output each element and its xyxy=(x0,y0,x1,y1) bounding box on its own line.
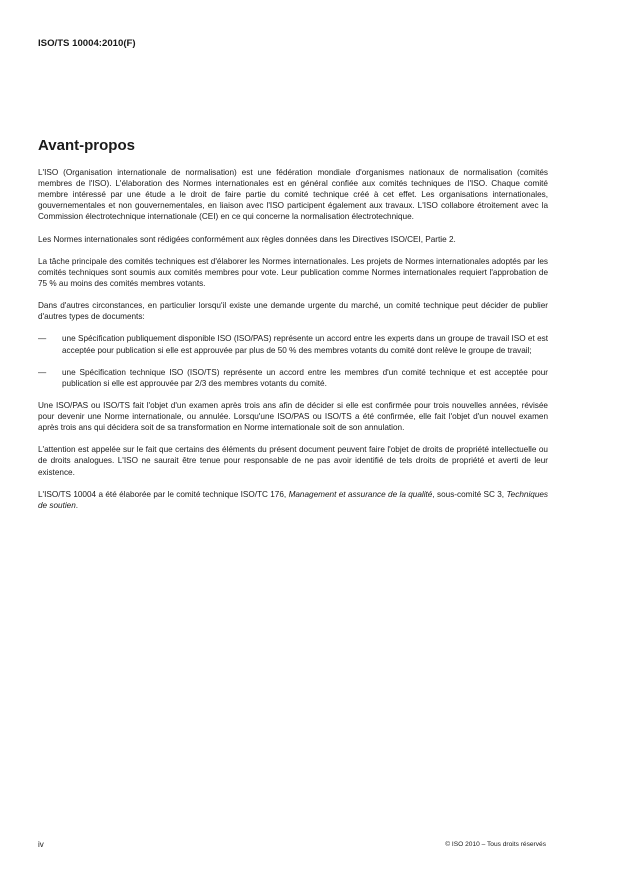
paragraph-directives: Les Normes internationales sont rédigées conformément aux règles données dans les Directives ISO/CEI, Partie 2. xyxy=(38,234,456,244)
list-item-text: une Spécification publiquement disponible ISO (ISO/PAS) représente un accord entre les experts dans un groupe de travail ISO et est acceptée pour publication si elle est approuvée par plus de 50 % des membres votants du comité dont relève le groupe de travail; xyxy=(62,334,548,355)
paragraph-other-circumstances: Dans d'autres circonstances, en particulier lorsqu'il existe une demande urgente du marché, un comité technique peut décider de publier d'autres types de documents: xyxy=(38,301,548,322)
document-body xyxy=(38,167,548,522)
document-id-header: ISO/TS 10004:2010(F) xyxy=(38,38,136,49)
dash-bullet: — xyxy=(38,334,47,344)
copyright-notice: © ISO 2010 – Tous droits réservés xyxy=(445,841,546,848)
page-number: iv xyxy=(38,840,44,849)
paragraph-review: Une ISO/PAS ou ISO/TS fait l'objet d'un examen après trois ans afin de décider si elle est confirmée pour trois nouvelles années, révisée pour devenir une Norme internationale, ou annulée. Lorsqu'une ISO/PAS ou ISO/TS a été confirmée, elle fait l'objet d'un nouvel examen après trois ans qui décidera soit de sa transformation en Norme internationale soit de son annulation. xyxy=(38,400,548,433)
committee-title: Management et assurance de la qualité xyxy=(288,489,433,499)
paragraph-prepared-by xyxy=(38,489,548,511)
paragraph-iso-intro: L'ISO (Organisation internationale de normalisation) est une fédération mondiale d'organismes nationaux de normalisation (comités membres de l'ISO). L'élaboration des Normes internationales est en général confiée aux comités techniques de l'ISO. Chaque comité membre intéressé par une étude a le droit de faire partie du comité technique créé à cet effet. Les organisations internationales, gouvernementales et non gouvernementales, en liaison avec l'ISO participent également aux travaux. L'ISO collabore étroitement avec la Commission électrotechnique internationale (CEI) en ce qui concerne la normalisation électrotechnique. xyxy=(38,168,548,222)
subcommittee-title: Techniques de soutien xyxy=(38,489,549,510)
list-item xyxy=(38,333,548,355)
list-item-text: une Spécification technique ISO (ISO/TS) représente un accord entre les membres d'un comité technique et est acceptée pour publication si elle est approuvée par 2/3 des membres votants du comité. xyxy=(62,367,548,388)
document-types-list xyxy=(38,333,548,388)
section-title: Avant-propos xyxy=(38,137,135,154)
paragraph-patent-notice: L'attention est appelée sur le fait que certains des éléments du présent document peuvent faire l'objet de droits de propriété intellectuelle ou de droits analogues. L'ISO ne saurait être tenue pour responsable de ne pas avoir identifié de tels droits de propriété et averti de leur existence. xyxy=(38,445,548,477)
prepared-by-text-2: , sous-comité SC 3, xyxy=(432,489,507,499)
prepared-by-text-1: L'ISO/TS 10004 a été élaborée par le comité technique ISO/TC 176, xyxy=(38,489,289,499)
list-item xyxy=(38,367,548,389)
prepared-by-text-3: . xyxy=(75,500,79,510)
paragraph-main-task: La tâche principale des comités techniques est d'élaborer les Normes internationales. Les projets de Normes internationales adoptés par les comités techniques sont soumis aux comités membres pour vote. Leur publication comme Normes internationales requiert l'approbation de 75 % au moins des comités membres votants. xyxy=(38,256,548,288)
dash-bullet: — xyxy=(38,367,47,377)
